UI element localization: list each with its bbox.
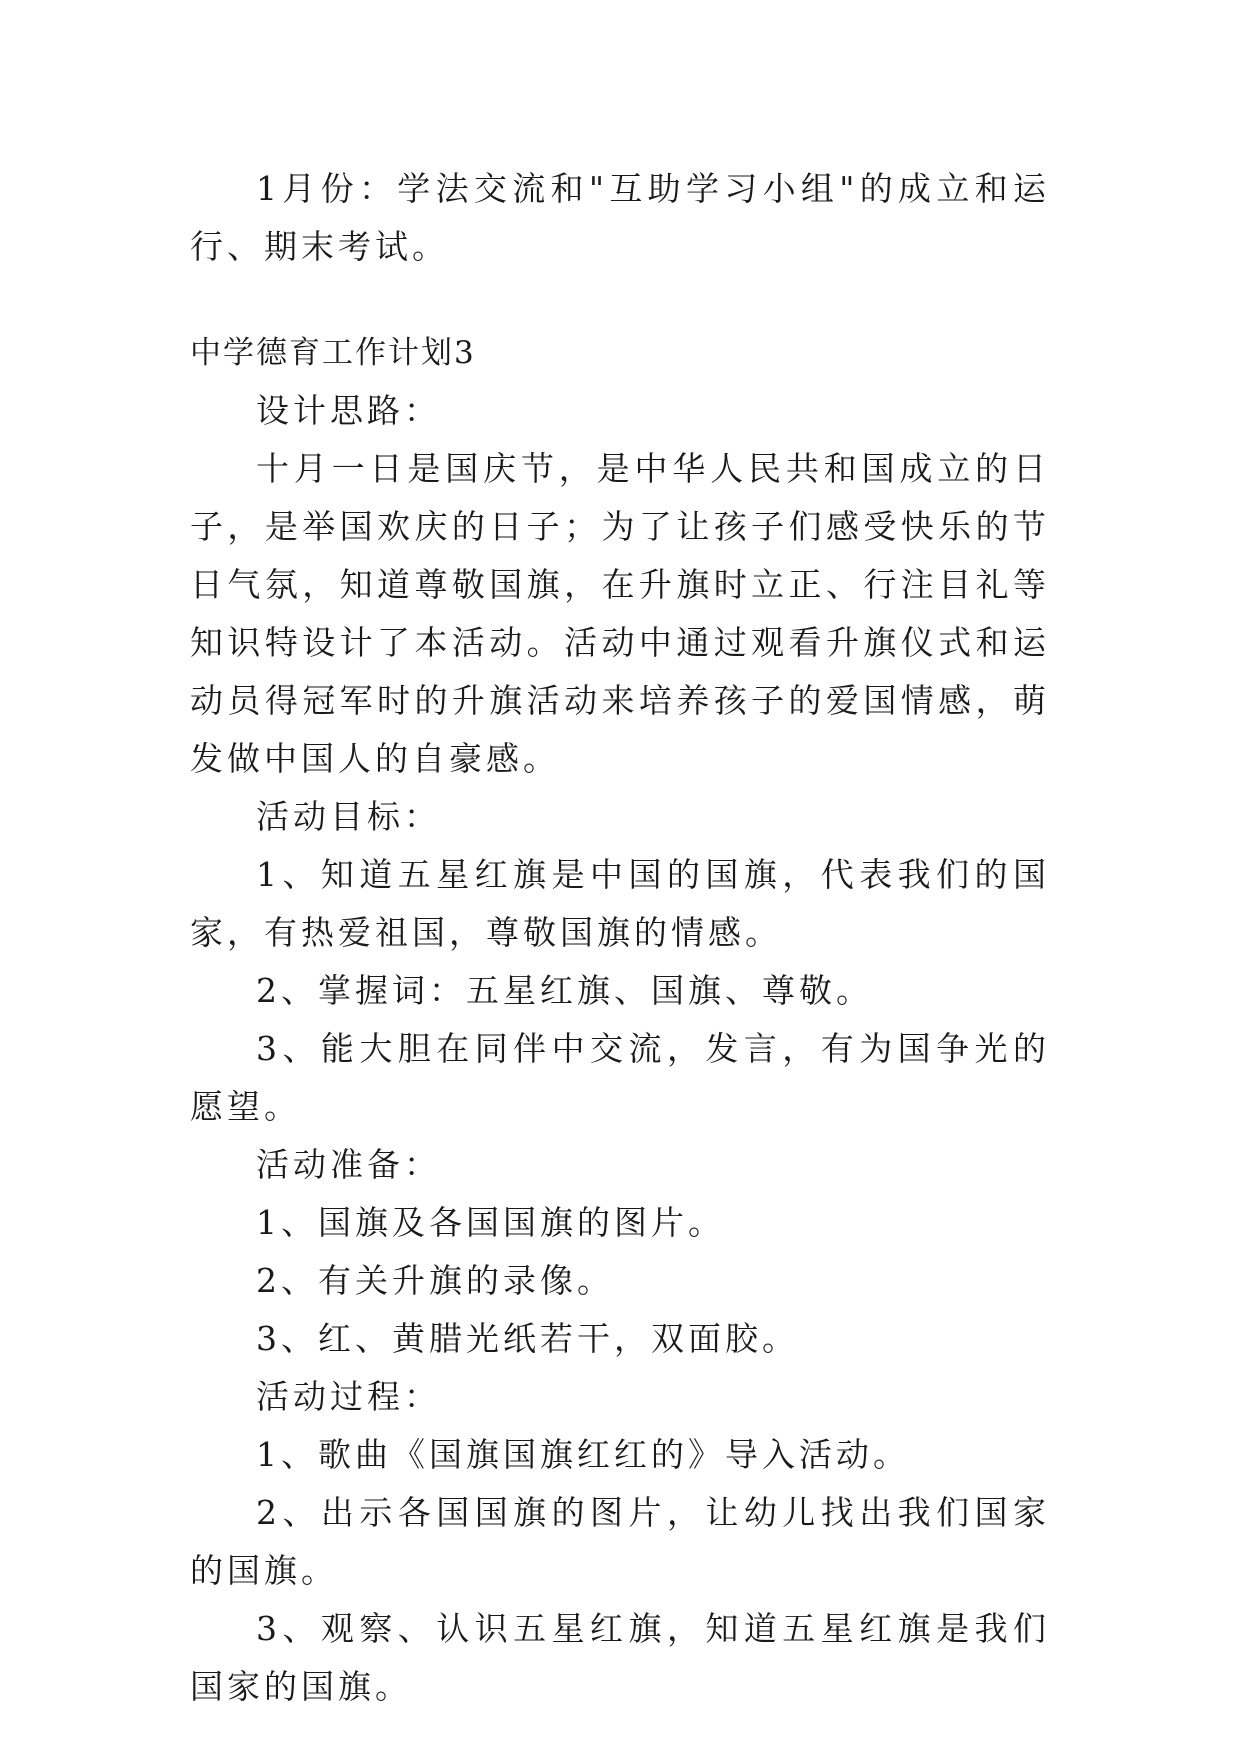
- paragraph-design-heading: 设计思路：: [256, 391, 441, 430]
- paragraph-process-1: 1、歌曲《国旗国旗红红的》导入活动。: [256, 1435, 910, 1474]
- paragraph-prep-heading: 活动准备：: [256, 1145, 441, 1184]
- paragraph-process-heading: 活动过程：: [256, 1377, 441, 1416]
- paragraph-process-3: 3、观察、认识五星红旗，知道五星红旗是我们国家的国旗。: [190, 1609, 1050, 1706]
- paragraph-goal-2: 2、掌握词：五星红旗、国旗、尊敬。: [256, 971, 873, 1010]
- paragraph-prep-3: 3、红、黄腊光纸若干，双面胶。: [256, 1319, 799, 1358]
- document-body: [190, 160, 1050, 1716]
- paragraph-prep-1: 1、国旗及各国国旗的图片。: [256, 1203, 725, 1242]
- intro-paragraph: 1月份：学法交流和"互助学习小组"的成立和运行、期末考试。: [190, 169, 1050, 266]
- paragraph-prep-2: 2、有关升旗的录像。: [256, 1261, 614, 1300]
- paragraph-design-body: 十月一日是国庆节，是中华人民共和国成立的日子，是举国欢庆的日子；为了让孩子们感受快乐的节日气氛，知道尊敬国旗，在升旗时立正、行注目礼等知识特设计了本活动。活动中通过观看升旗仪式和运动员得冠军时的升旗活动来培养孩子的爱国情感，萌发做中国人的自豪感。: [190, 449, 1050, 778]
- paragraph-goal-1: 1、知道五星红旗是中国的国旗，代表我们的国家，有热爱祖国，尊敬国旗的情感。: [190, 855, 1050, 952]
- paragraph-goal-3: 3、能大胆在同伴中交流，发言，有为国争光的愿望。: [190, 1029, 1050, 1126]
- paragraph-process-2: 2、出示各国国旗的图片，让幼儿找出我们国家的国旗。: [190, 1493, 1050, 1590]
- paragraph-goals-heading: 活动目标：: [256, 797, 441, 836]
- section-title: 中学德育工作计划3: [190, 335, 476, 371]
